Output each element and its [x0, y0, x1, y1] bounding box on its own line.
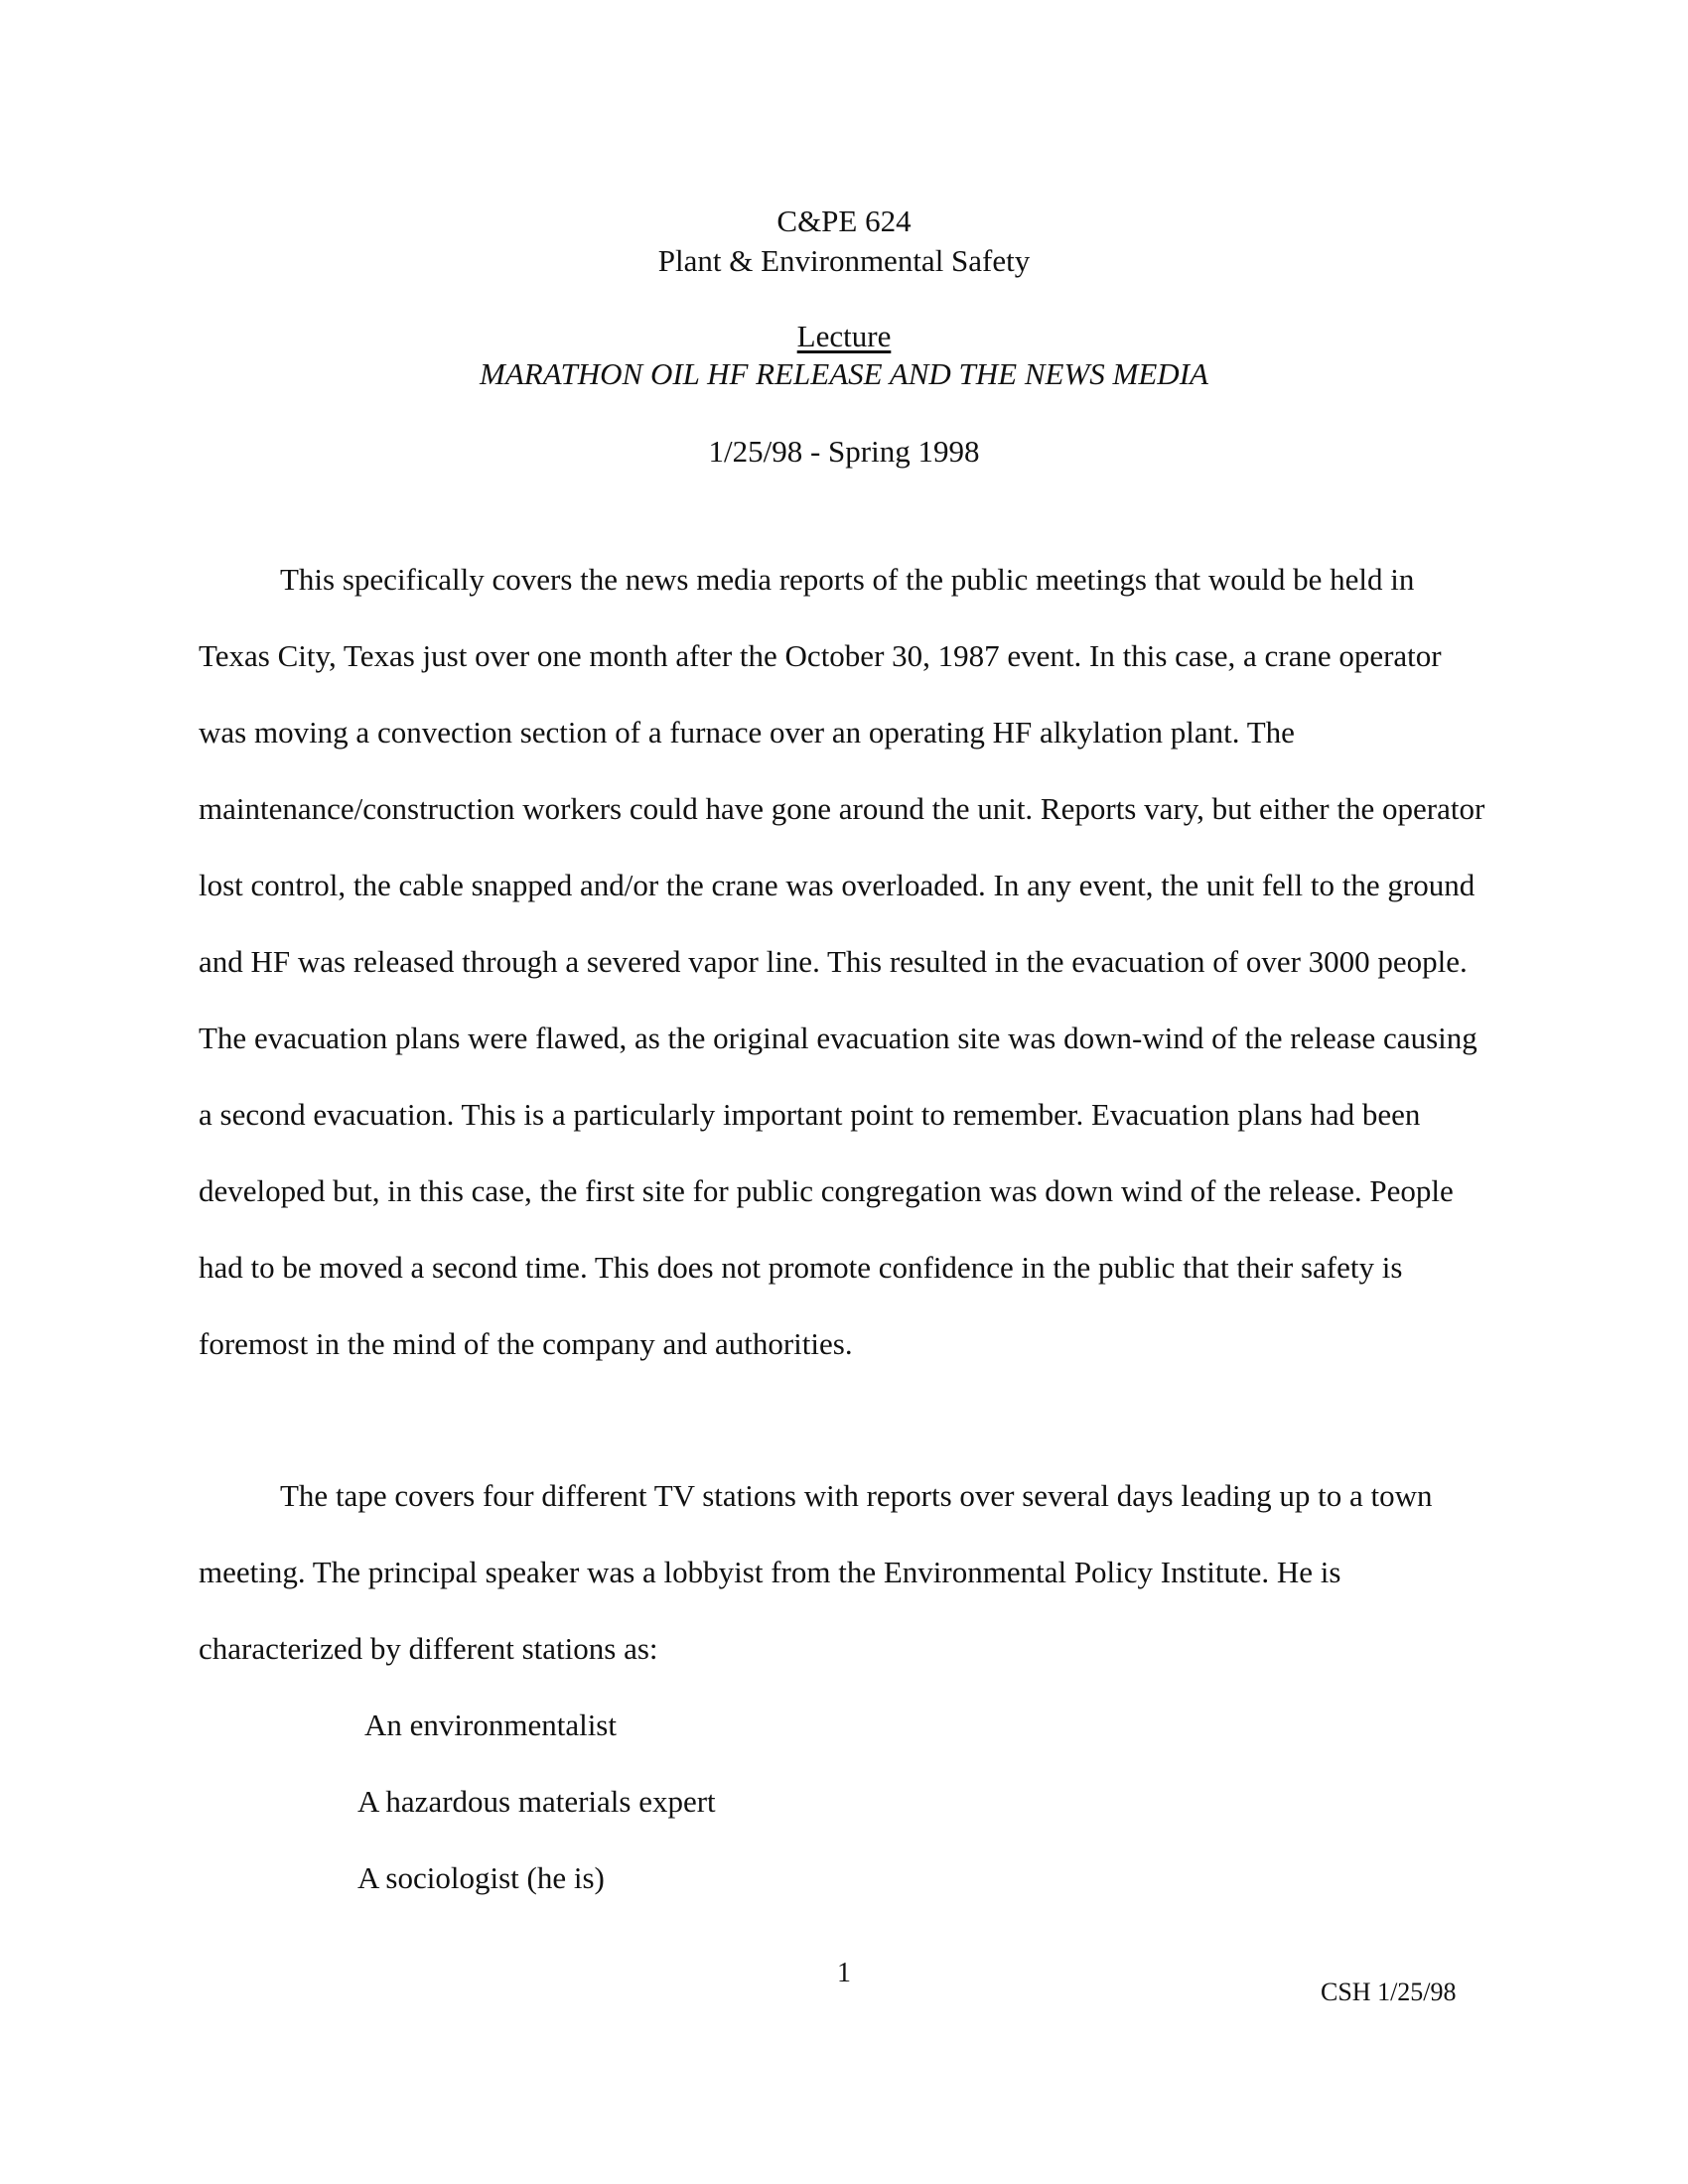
- paragraph: [199, 541, 1489, 1382]
- paragraph-text: The tape covers four different TV stations with reports over several days leading up to a town meeting. The principal speaker was a lobbyist from the Environmental Policy Institute. He is characterized by different stations as:: [199, 1478, 1433, 1666]
- paragraph: [199, 1457, 1489, 1687]
- list-item: A sociologist (he is): [357, 1860, 605, 1895]
- course-code: C&PE 624: [776, 204, 912, 238]
- footer-stamp: CSH 1/25/98: [1321, 1978, 1457, 2006]
- lecture-label: Lecture: [796, 319, 892, 353]
- characterization-list: [357, 1687, 716, 1916]
- paragraph-text: This specifically covers the news media reports of the public meetings that would be held in Texas City, Texas just over one month after the October 30, 1987 event. In this case, a crane operator was moving a convection section of a furnace over an operating HF alkylation plant. The maintenance/construction workers could have gone around the unit. Reports vary, but either the operator lost control, the cable snapped and/or the crane was overloaded. In any event, the unit fell to the ground and HF was released through a severed vapor line. This resulted in the evacuation of over 3000 people. The evacuation plans were flawed, as the original evacuation site was down-wind of the release causing a second evacuation. This is a particularly important point to remember. Evacuation plans had been developed but, in this case, the first site for public congregation was down wind of the release. People had to be moved a second time. This does not promote confidence in the public that their safety is foremost in the mind of the company and authorities.: [199, 562, 1485, 1361]
- page-number: 1: [837, 1958, 851, 1988]
- list-item: An environmentalist: [364, 1707, 617, 1742]
- lecture-date: 1/25/98 - Spring 1998: [708, 434, 980, 469]
- lecture-title: MARATHON OIL HF RELEASE AND THE NEWS MEDIA: [480, 356, 1208, 391]
- list-item: A hazardous materials expert: [357, 1784, 716, 1819]
- course-title: Plant & Environmental Safety: [657, 243, 1031, 278]
